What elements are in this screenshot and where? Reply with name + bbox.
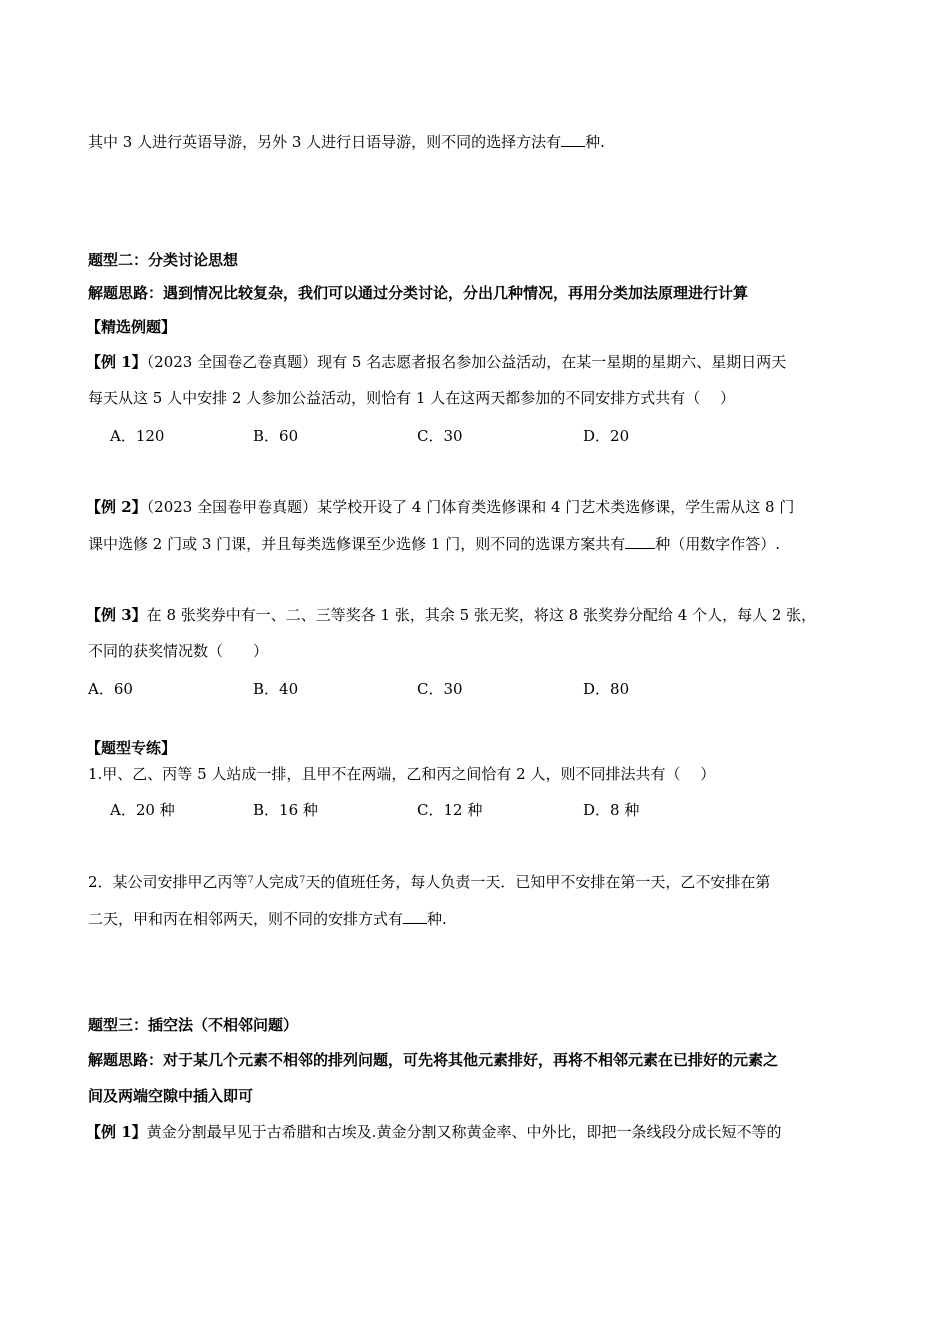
practice1-option-b: B．16 种 — [253, 801, 318, 819]
practice2-line1 — [88, 871, 770, 892]
example2-text2-end: 种（用数字作答）. — [655, 535, 781, 553]
top-line — [88, 132, 605, 152]
example1-option-a: A．120 — [110, 427, 165, 445]
practice1-option-a: A．20 种 — [110, 801, 175, 819]
section3-example1-text: 黄金分割最早见于古希腊和古埃及.黄金分割又称黄金率、中外比，即把一条线段分成长短不等的 — [146, 1123, 782, 1141]
example2-text1: （2023 全国卷甲卷真题）某学校开设了 4 门体育类选修课和 4 门艺术类选修课，学生需从这 8 门 — [146, 498, 795, 516]
example1-line1 — [86, 352, 786, 372]
practice2-text-b: 人完成 — [253, 873, 299, 891]
practice1-text: 1.甲、乙、丙等 5 人站成一排，且甲不在两端，乙和丙之间恰有 2 人，则不同排法共有（ ） — [88, 765, 716, 783]
example3-option-d: D．80 — [583, 680, 630, 698]
example3-option-a: A．60 — [88, 680, 133, 698]
practice2-line2 — [88, 909, 447, 929]
answer-blank — [403, 909, 427, 924]
example3-line1 — [86, 605, 816, 625]
top-line-end: 种. — [585, 133, 605, 151]
section2-title: 题型二：分类讨论思想 — [88, 251, 239, 269]
section3-approach-line1: 解题思路：对于某几个元素不相邻的排列问题，可先将其他元素排好，再将不相邻元素在已排好的元素之 — [88, 1051, 779, 1069]
section2-approach: 解题思路：遇到情况比较复杂，我们可以通过分类讨论，分出几种情况，再用分类加法原理进行计算 — [88, 284, 749, 302]
section3-example1-line1 — [86, 1122, 781, 1142]
practice2-text2-end: 种. — [427, 910, 447, 928]
example3-line2: 不同的获奖情况数（ ） — [88, 642, 269, 660]
section3-approach-line2: 间及两端空隙中插入即可 — [88, 1087, 254, 1105]
practice2-text-a: 2．某公司安排甲乙丙等 — [88, 873, 248, 891]
example1-option-c: C．30 — [417, 427, 463, 445]
practice2-text2: 二天，甲和丙在相邻两天，则不同的安排方式有 — [88, 910, 404, 928]
example3-option-b: B．40 — [253, 680, 299, 698]
example3-text1: 在 8 张奖券中有一、二、三等奖各 1 张，其余 5 张无奖，将这 8 张奖券分配给 4 个人，每人 2 张， — [146, 606, 817, 624]
section3-example1-tag: 【例 1】 — [86, 1123, 147, 1141]
practice2-num2: 7 — [298, 875, 306, 886]
section3-title: 题型三：插空法（不相邻问题） — [88, 1016, 299, 1034]
example2-text2: 课中选修 2 门或 3 门课，并且每类选修课至少选修 1 门，则不同的选课方案共有 — [88, 535, 626, 553]
practice-header: 【题型专练】 — [86, 739, 177, 757]
example1-option-b: B．60 — [253, 427, 299, 445]
examples-header: 【精选例题】 — [86, 318, 177, 336]
practice1-option-c: C．12 种 — [417, 801, 483, 819]
example3-option-c: C．30 — [417, 680, 463, 698]
example2-line1 — [86, 497, 794, 517]
answer-blank — [625, 534, 655, 549]
example2-tag: 【例 2】 — [86, 498, 147, 516]
practice1-option-d: D．8 种 — [583, 801, 640, 819]
example1-tag: 【例 1】 — [86, 353, 147, 371]
example1-line2: 每天从这 5 人中安排 2 人参加公益活动，则恰有 1 人在这两天都参加的不同安排方式共有（ ） — [88, 389, 736, 407]
example2-line2 — [88, 534, 780, 554]
example1-option-d: D．20 — [583, 427, 630, 445]
practice2-num1: 7 — [247, 875, 254, 886]
practice2-text-c: 天的值班任务，每人负责一天．已知甲不安排在第一天，乙不安排在第 — [305, 873, 771, 891]
example1-text1: （2023 全国卷乙卷真题）现有 5 名志愿者报名参加公益活动，在某一星期的星期六、星期日两天 — [146, 353, 787, 371]
answer-blank — [561, 132, 585, 147]
top-line-text: 其中 3 人进行英语导游，另外 3 人进行日语导游，则不同的选择方法有 — [88, 133, 562, 151]
example3-tag: 【例 3】 — [86, 606, 147, 624]
